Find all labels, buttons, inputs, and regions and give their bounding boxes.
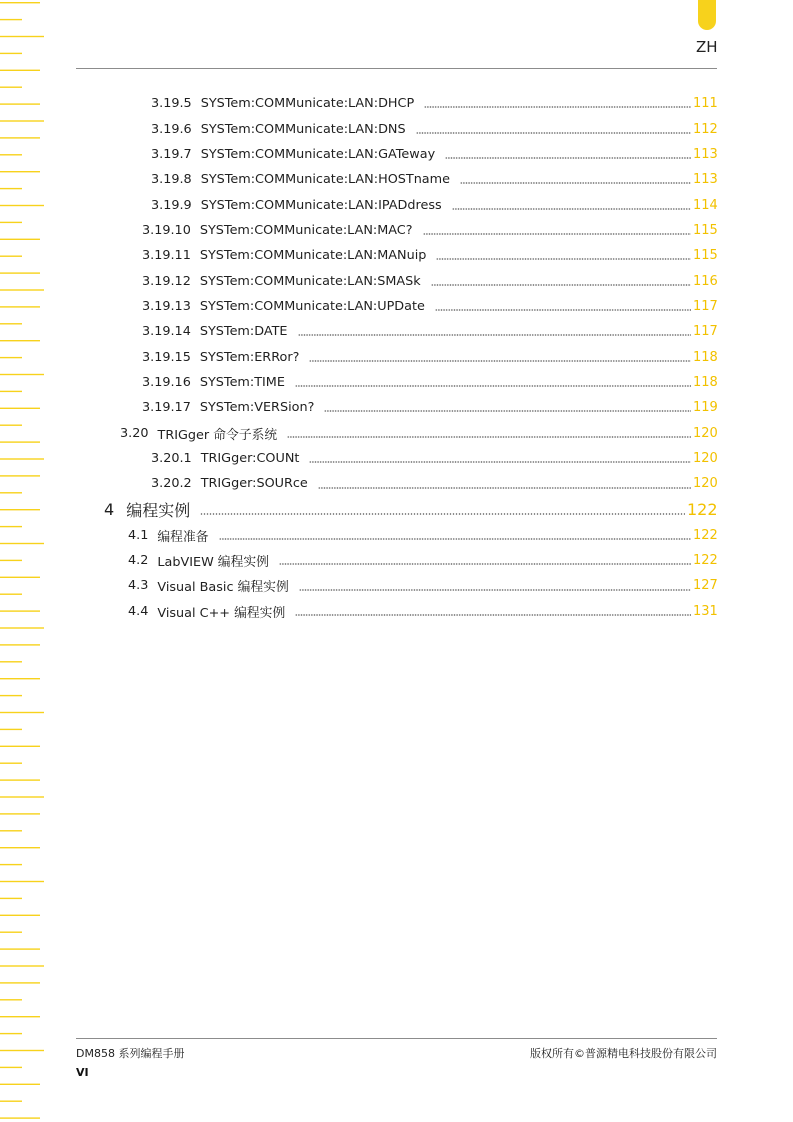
ruler-tick [0,847,40,848]
toc-entry-number: 3.19.6 [151,121,192,137]
ruler-tick [0,644,40,645]
toc-dot-leader [295,614,691,616]
toc-dot-leader [299,589,691,591]
toc-entry-number: 4 [104,500,115,519]
toc-entry-title[interactable]: SYSTem:TIME [199,374,285,390]
toc-entry[interactable] [0,167,793,192]
ruler-tick [0,661,22,662]
ruler-tick [0,948,40,949]
toc-entry-page[interactable]: 113 [693,172,718,188]
toc-entry[interactable] [0,471,793,496]
toc-entry-page[interactable]: 122 [693,553,718,569]
toc-dot-leader [435,309,691,311]
toc-entry-title[interactable]: SYSTem:DATE [199,324,288,340]
toc-entry-title[interactable]: TRIGger 命令子系统 [157,427,278,443]
ruler-tick [0,830,22,831]
toc-entry-title[interactable]: SYSTem:COMMunicate:LAN:UPDate [199,298,425,314]
ruler-tick [0,881,44,882]
toc-entry-page[interactable]: 127 [693,578,718,594]
toc-entry[interactable] [0,192,793,217]
ruler-tick [0,746,40,747]
toc-entry[interactable] [0,446,793,471]
toc-dot-leader [431,284,691,286]
toc-entry-number: 4.3 [128,578,149,594]
ruler-tick [0,712,44,713]
ruler-tick [0,864,22,865]
toc-entry[interactable] [0,319,793,344]
ruler-tick [0,763,22,764]
toc-entry[interactable] [0,268,793,293]
toc-entry-page[interactable]: 111 [693,96,718,112]
toc-entry[interactable] [0,116,793,141]
toc-dot-leader [309,360,691,362]
language-tab-marker [698,0,716,30]
toc-entry[interactable] [0,294,793,319]
toc-dot-leader [287,436,691,438]
ruler-tick [0,779,40,780]
ruler-tick [0,965,44,966]
toc-entry-page[interactable]: 120 [693,425,718,441]
table-of-contents [0,91,793,624]
toc-entry-number: 4.2 [128,553,149,569]
ruler-tick [0,1084,40,1085]
toc-entry-number: 3.19.11 [142,248,191,264]
toc-dot-leader [423,233,691,235]
toc-entry-page[interactable]: 116 [693,273,718,289]
toc-entry-title[interactable]: SYSTem:COMMunicate:LAN:MAC? [199,222,413,238]
page-number: VI [76,1066,89,1079]
toc-entry-page[interactable]: 117 [693,298,718,314]
toc-entry-page[interactable]: 119 [693,400,718,416]
toc-entry-number: 4.1 [128,527,149,543]
toc-dot-leader [318,487,691,489]
toc-entry[interactable] [0,599,793,624]
toc-entry[interactable] [0,420,793,445]
toc-dot-leader [309,461,691,463]
toc-entry-title[interactable]: LabVIEW 编程实例 [157,555,269,571]
toc-entry-title[interactable]: 编程实例 [126,501,191,520]
toc-entry-title[interactable]: Visual Basic 编程实例 [157,580,289,596]
toc-entry[interactable] [0,243,793,268]
toc-dot-leader [298,334,691,336]
toc-entry[interactable] [0,142,793,167]
toc-dot-leader [416,132,691,134]
toc-entry[interactable] [0,523,793,548]
toc-entry-number: 3.19.12 [142,273,191,289]
toc-entry-number: 4.4 [128,603,149,619]
ruler-tick [0,932,22,933]
toc-entry-number: 3.19.8 [151,172,192,188]
ruler-tick [0,2,40,3]
toc-entry-page[interactable]: 117 [693,324,718,340]
toc-entry-number: 3.19.17 [142,400,191,416]
toc-dot-leader [445,157,691,159]
ruler-tick [0,915,40,916]
toc-entry-page[interactable]: 114 [693,197,718,213]
toc-entry-title[interactable]: SYSTem:COMMunicate:LAN:IPADdress [200,197,442,213]
ruler-tick [0,87,22,88]
toc-dot-leader [452,208,691,210]
toc-entry-title[interactable]: SYSTem:ERRor? [199,349,300,365]
toc-entry[interactable] [0,573,793,598]
toc-entry-page[interactable]: 122 [687,500,718,519]
toc-entry[interactable] [0,91,793,116]
toc-entry-page[interactable]: 112 [693,121,718,137]
ruler-tick [0,796,44,797]
toc-dot-leader [295,385,691,387]
toc-entry-page[interactable]: 113 [693,146,718,162]
toc-entry-title[interactable]: SYSTem:COMMunicate:LAN:GATeway [200,146,436,162]
toc-entry-number: 3.19.14 [142,324,191,340]
toc-entry-number: 3.19.9 [151,197,192,213]
toc-entry[interactable] [0,497,793,523]
ruler-tick [0,36,44,37]
ruler-tick [0,982,40,983]
ruler-tick [0,19,22,20]
toc-entry-number: 3.19.5 [151,96,192,112]
ruler-tick [0,999,22,1000]
toc-entry-title[interactable]: TRIGger:SOURce [200,476,308,492]
header-divider [76,68,717,69]
ruler-tick [0,1101,22,1102]
toc-entry-title[interactable]: SYSTem:VERSion? [199,400,315,416]
ruler-tick [0,1117,40,1118]
footer-manual-title: DM858 系列编程手册 [76,1047,185,1060]
toc-dot-leader [219,538,691,540]
toc-entry-page[interactable]: 122 [693,527,718,543]
toc-entry-page[interactable]: 115 [693,222,718,238]
ruler-tick [0,695,22,696]
ruler-tick [0,1033,22,1034]
footer-divider [76,1038,717,1039]
ruler-tick [0,1050,44,1051]
toc-entry-number: 3.19.7 [151,146,192,162]
toc-entry-number: 3.20.1 [151,450,192,466]
toc-dot-leader [424,106,691,108]
toc-entry[interactable] [0,218,793,243]
toc-dot-leader [324,410,691,412]
ruler-tick [0,898,22,899]
toc-entry-number: 3.20.2 [151,476,192,492]
language-label: ZH [696,38,718,56]
toc-dot-leader [436,258,691,260]
toc-entry-title[interactable]: SYSTem:COMMunicate:LAN:DNS [200,121,406,137]
ruler-tick [0,53,22,54]
toc-dot-leader [279,563,691,565]
toc-entry[interactable] [0,548,793,573]
toc-entry-page[interactable]: 120 [693,476,718,492]
toc-entry-page[interactable]: 118 [693,374,718,390]
toc-entry-number: 3.19.10 [142,222,191,238]
toc-entry-title[interactable]: SYSTem:COMMunicate:LAN:DHCP [200,96,415,112]
ruler-tick [0,729,22,730]
ruler-tick [0,813,40,814]
ruler-tick [0,627,44,628]
toc-entry-title[interactable]: Visual C++ 编程实例 [157,605,286,621]
toc-entry[interactable] [0,395,793,420]
toc-entry-title[interactable]: TRIGger:COUNt [200,450,300,466]
toc-entry-number: 3.20 [120,425,149,441]
toc-dot-leader [200,513,685,515]
toc-dot-leader [460,182,691,184]
toc-entry-title[interactable]: 编程准备 [157,529,209,545]
toc-entry-number: 3.19.15 [142,349,191,365]
toc-entry-number: 3.19.16 [142,374,191,390]
ruler-tick [0,678,40,679]
toc-entry-page[interactable]: 115 [693,248,718,264]
toc-entry-title[interactable]: SYSTem:COMMunicate:LAN:HOSTname [200,172,450,188]
ruler-tick [0,1016,40,1017]
ruler-tick [0,70,40,71]
ruler-tick [0,1067,22,1068]
toc-entry-page[interactable]: 131 [693,603,718,619]
toc-entry-number: 3.19.13 [142,298,191,314]
toc-entry-title[interactable]: SYSTem:COMMunicate:LAN:SMASk [199,273,421,289]
toc-entry-page[interactable]: 118 [693,349,718,365]
toc-entry[interactable] [0,370,793,395]
toc-entry-title[interactable]: SYSTem:COMMunicate:LAN:MANuip [199,248,427,264]
footer-copyright: 版权所有©普源精电科技股份有限公司 [530,1047,717,1060]
toc-entry-page[interactable]: 120 [693,450,718,466]
toc-entry[interactable] [0,344,793,369]
